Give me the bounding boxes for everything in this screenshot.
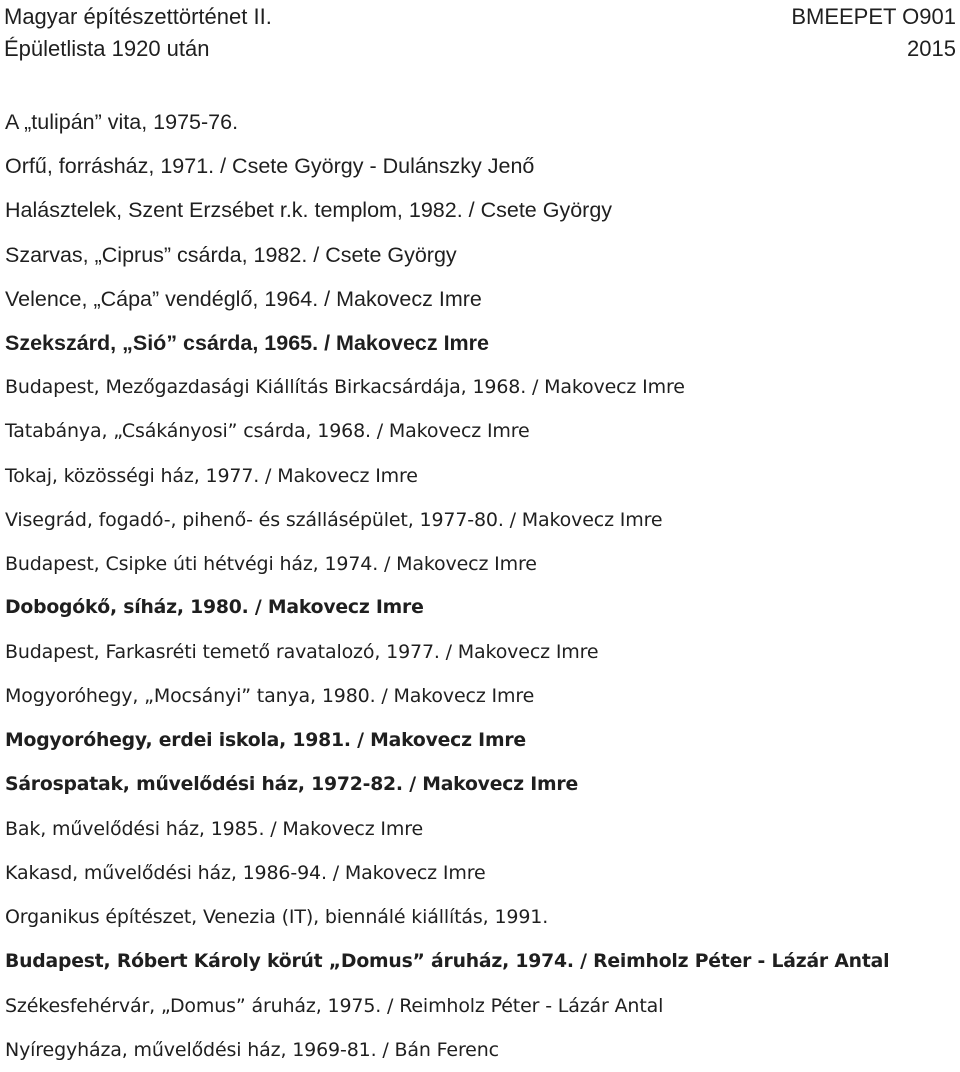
list-item: Mogyoróhegy, „Mocsányi” tanya, 1980. / Makovecz Imre	[5, 685, 535, 708]
list-item: Halásztelek, Szent Erzsébet r.k. templom, 1982. / Csete György	[5, 198, 613, 223]
list-item: A „tulipán” vita, 1975-76.	[5, 110, 239, 134]
year: 2015	[907, 36, 956, 61]
list-item: Organikus építészet, Venezia (IT), biennálé kiállítás, 1991.	[5, 906, 549, 929]
list-item: Dobogókő, síház, 1980. / Makovecz Imre	[5, 597, 424, 619]
list-item: Szekszárd, „Sió” csárda, 1965. / Makovecz Imre	[5, 330, 490, 355]
list-item: Nyíregyháza, művelődési ház, 1969-81. / Bán Ferenc	[5, 1038, 499, 1061]
course-code: BMEEPET O901	[791, 4, 956, 29]
list-item: Budapest, Róbert Károly körút „Domus” áruház, 1974. / Reimholz Péter - Lázár Antal	[5, 950, 890, 972]
list-item: Kakasd, művelődési ház, 1986-94. / Makovecz Imre	[5, 862, 486, 885]
course-title: Magyar építészettörténet II.	[4, 4, 272, 29]
list-item: Visegrád, fogadó-, pihenő- és szállásépület, 1977-80. / Makovecz Imre	[5, 508, 663, 531]
list-item: Bak, művelődési ház, 1985. / Makovecz Imre	[5, 818, 423, 840]
header-row-list	[4, 38, 956, 60]
list-item: Orfű, forrásház, 1971. / Csete György - Dulánszky Jenő	[5, 154, 535, 179]
list-item: Mogyoróhegy, erdei iskola, 1981. / Makovecz Imre	[5, 729, 526, 751]
list-item: Székesfehérvár, „Domus” áruház, 1975. / Reimholz Péter - Lázár Antal	[5, 994, 664, 1017]
list-item: Tatabánya, „Csákányosi” csárda, 1968. / Makovecz Imre	[5, 420, 530, 443]
list-item: Tokaj, közösségi ház, 1977. / Makovecz Imre	[5, 464, 418, 487]
list-item: Budapest, Farkasréti temető ravatalozó, 1977. / Makovecz Imre	[5, 641, 599, 664]
header-row-course	[4, 6, 956, 28]
list-item: Budapest, Mezőgazdasági Kiállítás Birkacsárdája, 1968. / Makovecz Imre	[5, 376, 685, 399]
list-item: Sárospatak, művelődési ház, 1972-82. / Makovecz Imre	[5, 773, 578, 795]
list-title: Épületlista 1920 után	[4, 36, 210, 61]
list-item: Velence, „Cápa” vendéglő, 1964. / Makovecz Imre	[5, 286, 482, 311]
building-list	[5, 100, 955, 1072]
list-item: Szarvas, „Ciprus” csárda, 1982. / Csete György	[5, 242, 457, 267]
list-item: Budapest, Csipke úti hétvégi ház, 1974. / Makovecz Imre	[5, 552, 537, 575]
